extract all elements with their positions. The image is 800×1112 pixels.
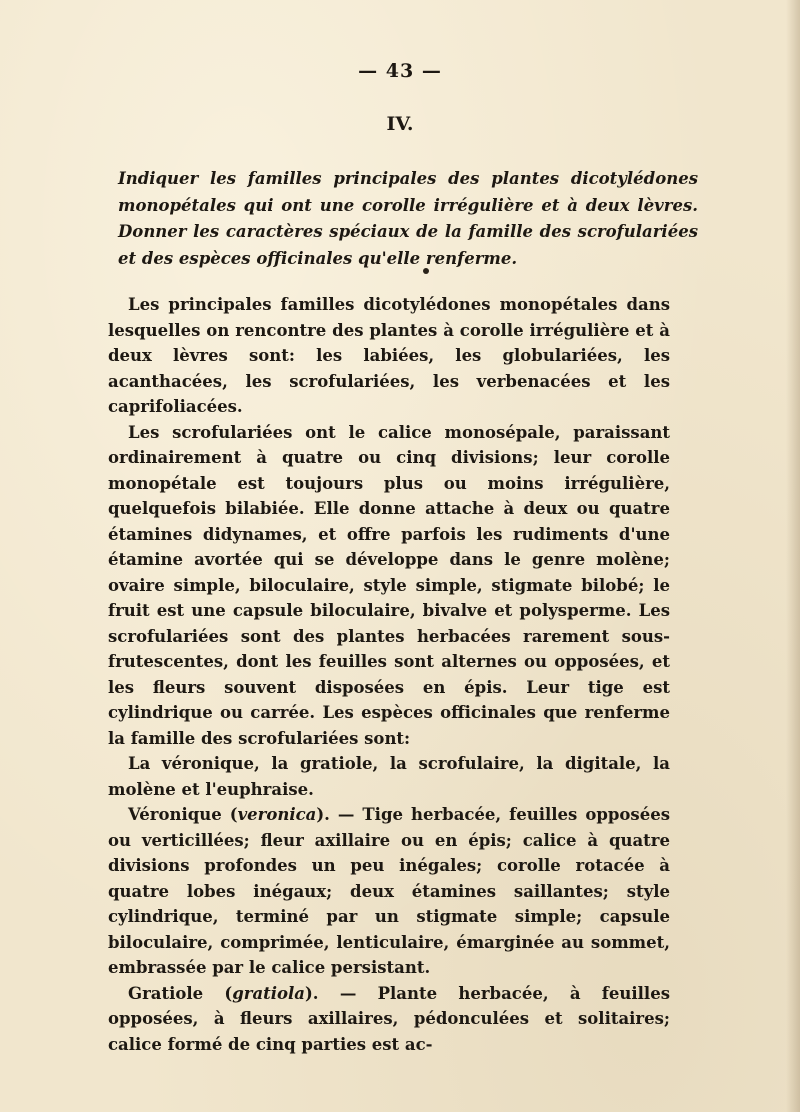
section-heading: IV. [386, 113, 414, 135]
veronique-start: Véronique ( [128, 805, 238, 824]
paragraph-species-list: La véronique, la gratiole, la scrofulaire, la digitale, la molène et l'euphraise. [108, 754, 670, 799]
page-number: — 43 — [358, 60, 442, 82]
veronique-latin-name: veronica [237, 805, 317, 824]
paragraph-scrofulariees: Les scrofulariées ont le calice monosépale, paraissant ordinairement à quatre ou cinq divisions; leur corolle monopétale est toujours plus ou moins irrégulière, quelquefois bilabiée. Elle donne attache à deux ou quatre étamines didynames, et offre parfois les rudiments d'une étamine avortée qui se développe dans le genre molène; ovaire simple, biloculaire, style simple, stigmate bilobé; le fruit est une capsule biloculaire, bivalve et polysperme. Les scrofulariées sont des plantes herbacées rarement sous-frutescentes, dont les feuilles sont alternes ou opposées, et les fleurs souvent disposées en épis. Leur tige est cylindrique ou carrée. Les espèces officinales que renferme la famille des scrofulariées sont: [108, 422, 670, 748]
veronique-description: ). — Tige herbacée, feuilles opposées ou verticillées; fleur axillaire ou en épis; calice à quatre divisions profondes un peu inégales; corolle rotacée à quatre lobes inégaux; deux étamines saillantes; style cylindrique, terminé par un stigmate simple; capsule biloculaire, comprimée, lenticulaire, émarginée au sommet, embrassée par le calice persistant. [108, 805, 670, 977]
paragraph-gratiole [108, 981, 670, 1058]
paragraph-veronique [108, 802, 670, 981]
separator-dot-icon [423, 268, 429, 274]
gratiole-description: ). — Plante herbacée, à feuilles opposées, à fleurs axillaires, pédonculées et solitaires; calice formé de cinq parties est ac- [108, 983, 670, 1054]
question-statement: Indiquer les familles principales des plantes dicotylédones monopétales qui ont une corolle irrégulière et à deux lèvres. Donner les caractères spéciaux de la famille des scrofulariées et des espèces officinales qu'elle renferme. [118, 169, 698, 268]
paragraph-families: Les principales familles dicotylédones monopétales dans lesquelles on rencontre des plantes à corolle irrégulière et à deux lèvres sont: les labiées, les globulariées, les acanthacées, les scrofulariées, les verbenacées et les caprifoliacées. [108, 295, 670, 416]
gratiole-start: Gratiole ( [128, 983, 233, 1003]
page-edge-shadow [786, 0, 800, 1112]
gratiole-latin-name: gratiola [232, 983, 305, 1003]
answer-body [108, 292, 670, 1057]
